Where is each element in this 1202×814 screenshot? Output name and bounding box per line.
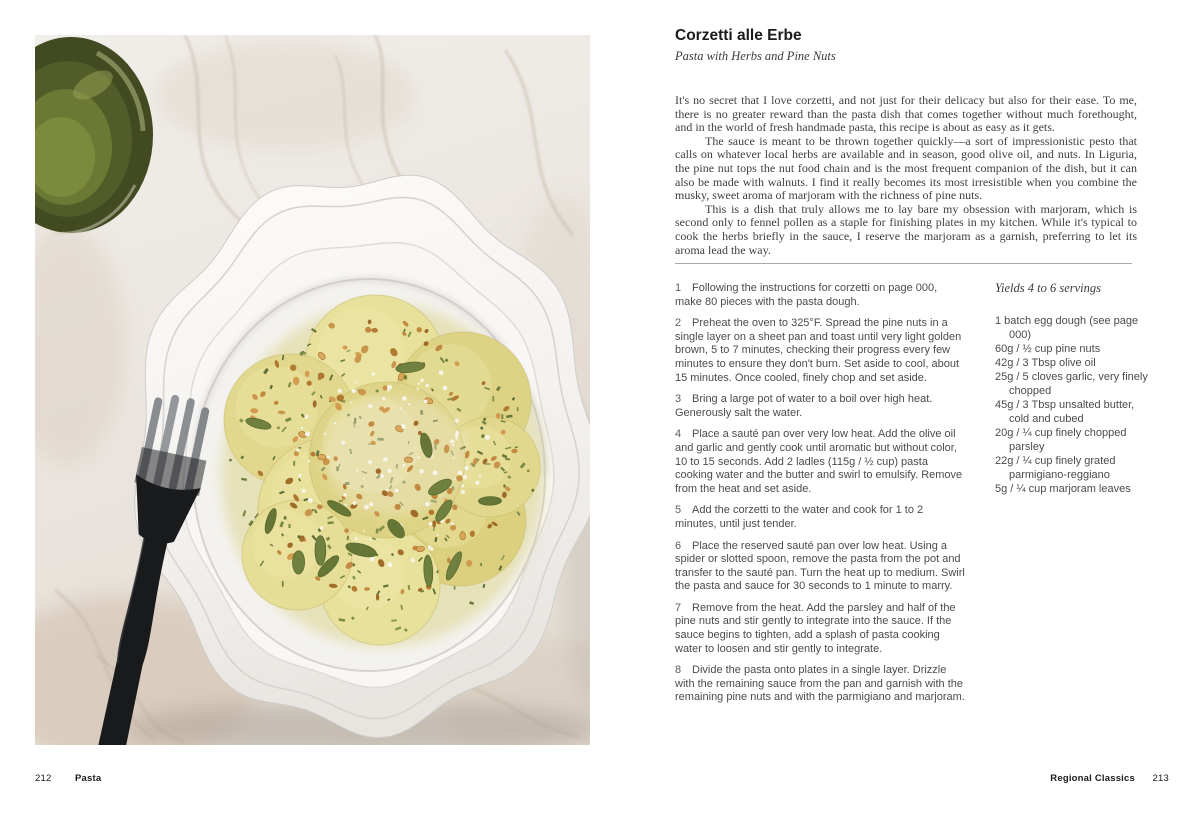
step-number: 7 — [675, 601, 682, 614]
step-number: 5 — [675, 504, 682, 517]
recipe-step — [675, 602, 966, 656]
ingredient-item: 1 batch egg dough (see page 000) — [995, 315, 1139, 341]
ingredient-item: 20g / ¼ cup finely chopped parsley — [995, 427, 1127, 453]
step-text: Add the corzetti to the water and cook for 1 to 2 minutes, until just tender. — [675, 504, 924, 530]
step-text: Place the reserved sauté pan over low heat. Using a spider or slotted spoon, remove the pasta from the pot and transfer to the sauté pan. Turn the heat up to medium. Swirl the pasta and sauce for 30 seconds to 1 minute to marry. — [675, 539, 965, 593]
page-number-left: 212 — [35, 773, 52, 784]
page-number-right: 213 — [1152, 773, 1169, 784]
recipe-step — [675, 540, 966, 594]
step-text: Following the instructions for corzetti on page 000, make 80 pieces with the pasta dough. — [675, 282, 938, 308]
ingredient-item: 22g / ¼ cup finely grated parmigiano-reggiano — [995, 455, 1116, 481]
step-number: 1 — [675, 282, 682, 294]
step-text: Place a sauté pan over very low heat. Add the olive oil and garlic and gently cook until aromatic but without color, 10 to 15 seconds. Add 2 ladles (115g / ½ cup) pasta cooking water and the butter and swirl to emulsify. Remove from the heat and set aside. — [675, 428, 963, 495]
recipe-step — [675, 393, 966, 420]
step-number: 6 — [675, 539, 682, 552]
step-text: Divide the pasta onto plates in a single layer. Drizzle with the remaining sauce from the pan and garnish with the remaining pine nuts and with the parmigiano and marjoram. — [675, 664, 965, 704]
recipe-step — [675, 317, 966, 385]
step-text: Preheat the oven to 325°F. Spread the pine nuts in a single layer on a sheet pan and toast until very light golden brown, 5 to 7 minutes, checking their progress every few minutes to ensure they don't burn. Set aside to cool, about 15 minutes. Once cooled, finely chop and set aside. — [675, 317, 962, 384]
footer-section-right: Regional Classics — [1050, 773, 1135, 784]
step-text: Bring a large pot of water to a boil over high heat. Generously salt the water. — [675, 393, 933, 419]
ingredient-list — [995, 314, 1151, 496]
recipe-step — [675, 282, 966, 309]
recipe-steps — [675, 282, 966, 713]
ingredient-item: 60g / ½ cup pine nuts — [995, 343, 1101, 355]
step-number: 3 — [675, 393, 682, 406]
ingredient-item: 42g / 3 Tbsp olive oil — [995, 357, 1096, 369]
ingredient-item: 25g / 5 cloves garlic, very finely chopped — [995, 371, 1148, 397]
step-number: 4 — [675, 428, 682, 441]
ingredient-item: 45g / 3 Tbsp unsalted butter, cold and cubed — [995, 399, 1135, 425]
yield-note: Yields 4 to 6 servings — [995, 281, 1102, 295]
recipe-step — [675, 504, 966, 531]
ingredient-item: 5g / ¼ cup marjoram leaves — [995, 483, 1131, 495]
recipe-intro — [675, 94, 1137, 257]
recipe-subtitle: Pasta with Herbs and Pine Nuts — [675, 49, 836, 63]
step-text: Remove from the heat. Add the parsley and half of the pine nuts and stir gently to integrate into the sauce. If the sauce begins to tighten, add a splash of pasta cooking water to loosen and stir gently to integrate. — [675, 601, 956, 655]
recipe-step — [675, 664, 966, 705]
footer-section-left: Pasta — [75, 773, 102, 784]
intro-paragraph: The sauce is meant to be thrown together quickly—a sort of impressionistic pesto that calls on whatever local herbs are available and in season, good olive oil, and nuts. In Liguria, the pine nut tops the nut food chain and is the most frequent companion of the dish, but it can also be made with walnuts. I find it really becomes its most irresistible when you combine the musky, sweet aroma of marjoram with the richness of pine nuts. — [675, 133, 1137, 203]
recipe-title: Corzetti alle Erbe — [675, 27, 802, 44]
intro-paragraph: This is a dish that truly allows me to lay bare my obsession with marjoram, which is second only to fennel pollen as a staple for finishing plates in my kitchen. While it's typical to cook the herbs briefly in the sauce, I reserve the marjoram as a garnish, preferring to let its aroma lead the way. — [675, 201, 1137, 257]
recipe-step — [675, 428, 966, 496]
dish-photo — [35, 35, 590, 745]
step-number: 2 — [675, 317, 682, 330]
intro-paragraph: It's no secret that I love corzetti, and not just for their delicacy but also for their ease. To me, there is no greater reward than the pasta dish that comes together without much forethought, and in the world of fresh handmade pasta, this recipe is about as easy as it gets. — [675, 93, 1137, 135]
section-divider — [675, 263, 1132, 264]
dish-photo-illustration — [35, 35, 590, 745]
step-number: 8 — [675, 664, 682, 677]
